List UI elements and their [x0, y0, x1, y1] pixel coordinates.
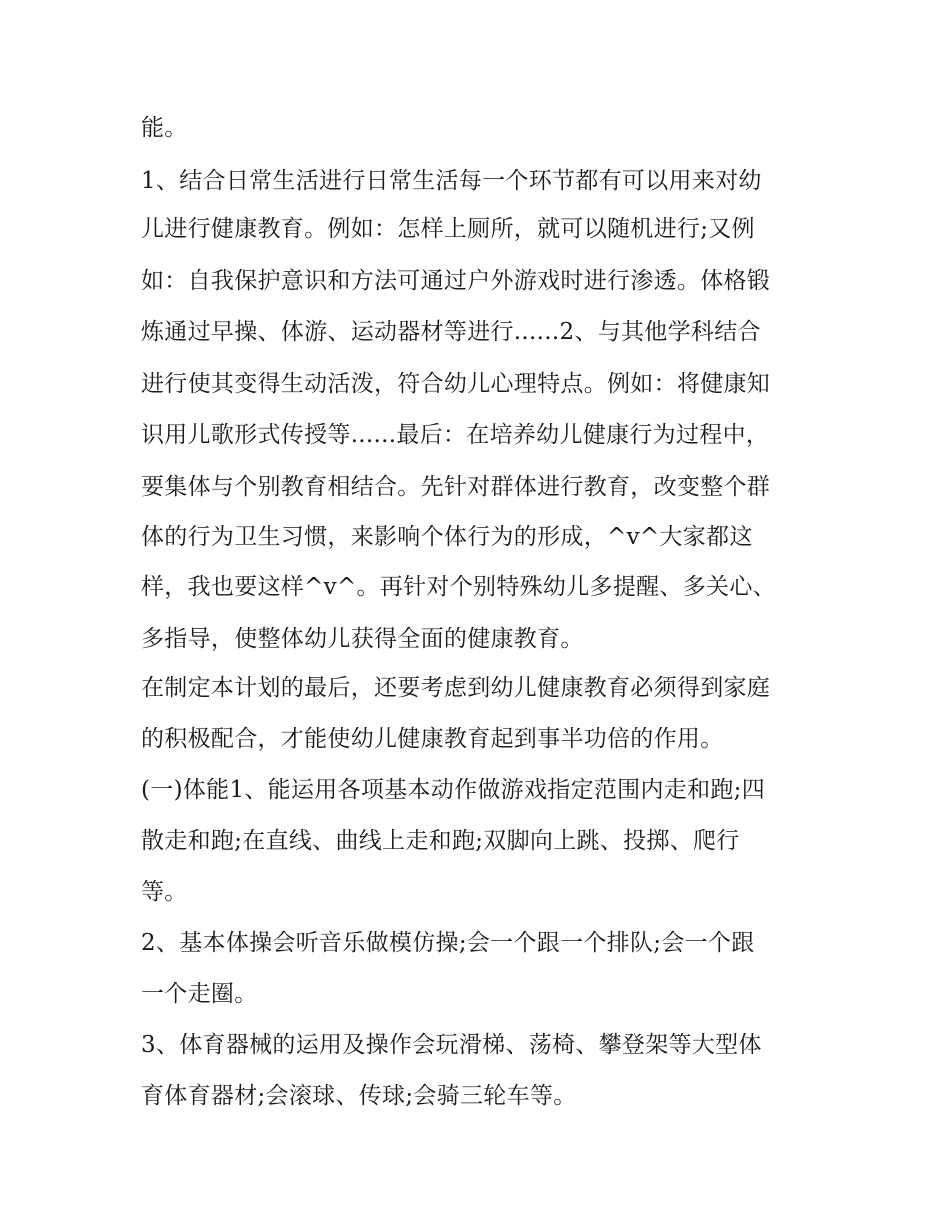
text-line: (一)体能1、能运用各项基本动作做游戏指定范围内走和跑;四 [141, 777, 766, 803]
text-line: 炼通过早操、体游、运动器材等进行......2、与其他学科结合 [141, 319, 761, 345]
text-line: 样，我也要这样^v^。再针对个别特殊幼儿多提醒、多关心、 [141, 574, 776, 600]
text-line: 散走和跑;在直线、曲线上走和跑;双脚向上跳、投掷、爬行 [141, 828, 740, 854]
text-line: 等。 [141, 879, 188, 905]
text-line: 育体育器材;会滚球、传球;会骑三轮车等。 [141, 1083, 577, 1109]
text-line: 能。 [141, 115, 188, 141]
text-line: 在制定本计划的最后，还要考虑到幼儿健康教育必须得到家庭 [141, 675, 771, 701]
text-line: 进行使其变得生动活泼，符合幼儿心理特点。例如：将健康知 [141, 371, 771, 397]
text-line: 一个走圈。 [141, 981, 258, 1007]
text-line: 儿进行健康教育。例如：怎样上厕所，就可以随机进行;又例 [141, 216, 755, 242]
text-line: 识用儿歌形式传授等......最后：在培养幼儿健康行为过程中， [141, 422, 770, 448]
text-line: 3、体育器械的运用及操作会玩滑梯、荡椅、攀登架等大型体 [141, 1032, 762, 1058]
text-line: 1、结合日常生活进行日常生活每一个环节都有可以用来对幼 [141, 168, 762, 194]
text-line: 如：自我保护意识和方法可通过户外游戏时进行渗透。体格锻 [141, 268, 771, 294]
text-line: 体的行为卫生习惯，来影响个体行为的形成，^v^大家都这 [141, 524, 753, 550]
text-line: 2、基本体操会听音乐做模仿操;会一个跟一个排队;会一个跟 [141, 930, 755, 956]
text-line: 要集体与个别教育相结合。先针对群体进行教育，改变整个群 [141, 474, 771, 500]
text-line: 的积极配合，才能使幼儿健康教育起到事半功倍的作用。 [141, 726, 724, 752]
text-line: 多指导，使整体幼儿获得全面的健康教育。 [141, 626, 584, 652]
